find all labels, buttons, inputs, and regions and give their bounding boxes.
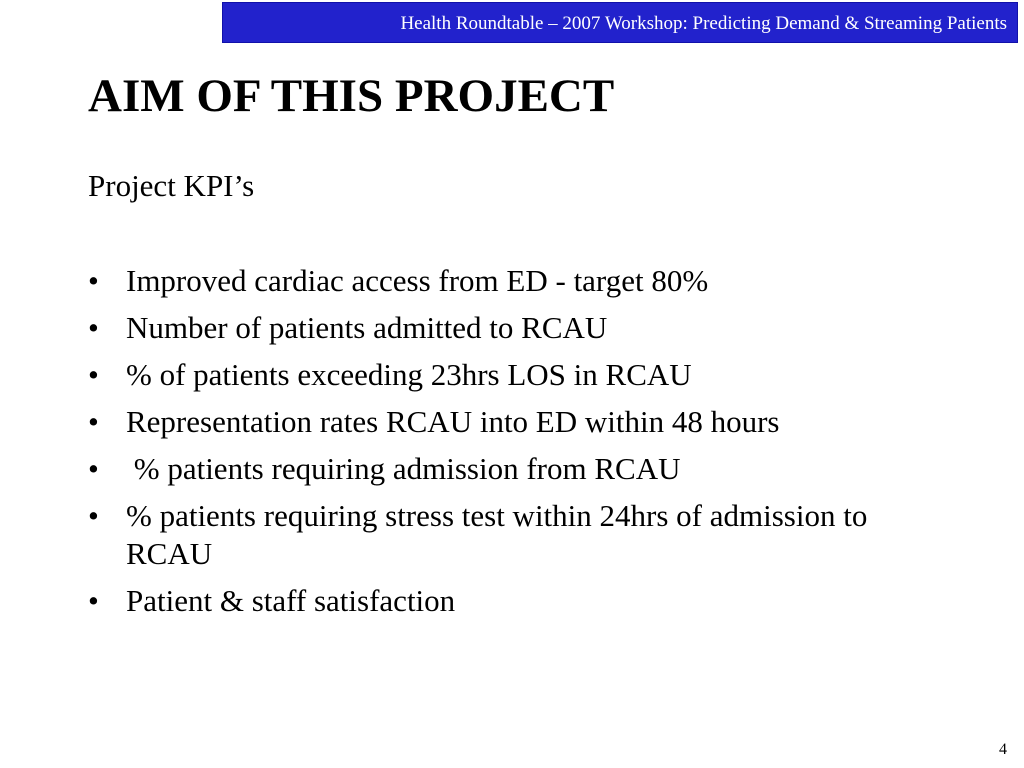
- kpi-item: [88, 497, 888, 573]
- kpi-item: [88, 450, 888, 488]
- kpi-item: [88, 403, 888, 441]
- bullet-icon: •: [88, 310, 99, 345]
- kpi-list: [88, 262, 888, 629]
- kpi-text: Improved cardiac access from ED - target 80%: [126, 263, 709, 298]
- kpi-text: % of patients exceeding 23hrs LOS in RCAU: [126, 357, 692, 392]
- kpi-text: Patient & staff satisfaction: [126, 583, 456, 618]
- kpi-text: % patients requiring admission from RCAU: [126, 451, 681, 486]
- header-banner: [222, 2, 1018, 43]
- kpi-text: % patients requiring stress test within 24hrs of admission to RCAU: [126, 498, 868, 571]
- bullet-icon: •: [88, 583, 99, 618]
- page-number: 4: [999, 741, 1007, 758]
- header-text: Health Roundtable – 2007 Workshop: Predicting Demand & Streaming Patients: [400, 13, 1007, 34]
- bullet-icon: •: [88, 404, 99, 439]
- slide-title: AIM OF THIS PROJECT: [88, 70, 615, 122]
- kpi-text: Representation rates RCAU into ED within 48 hours: [126, 404, 780, 439]
- bullet-icon: •: [88, 498, 99, 533]
- bullet-icon: •: [88, 263, 99, 298]
- bullet-icon: •: [88, 357, 99, 392]
- kpi-item: [88, 582, 888, 620]
- kpi-item: [88, 262, 888, 300]
- kpi-item: [88, 309, 888, 347]
- kpi-item: [88, 356, 888, 394]
- slide-subtitle: Project KPI’s: [88, 168, 255, 203]
- kpi-text: Number of patients admitted to RCAU: [126, 310, 608, 345]
- bullet-icon: •: [88, 451, 99, 486]
